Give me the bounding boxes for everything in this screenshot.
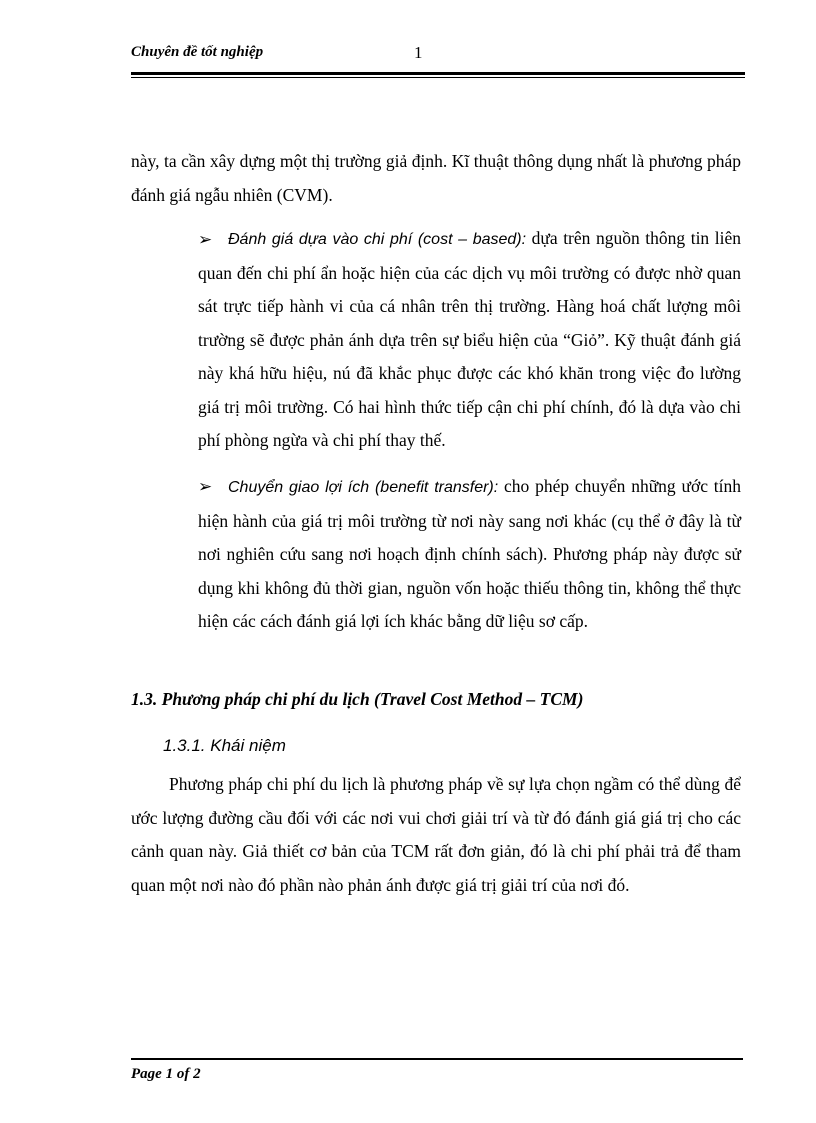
bullet-arrow-icon: ➢ bbox=[198, 230, 213, 249]
bullet-paragraph-cost-based bbox=[198, 222, 741, 458]
subsection-heading: 1.3.1. Khái niệm bbox=[163, 736, 286, 755]
header-title: Chuyên đề tốt nghiệp bbox=[131, 44, 264, 60]
header-page-number: 1 bbox=[414, 43, 423, 62]
final-paragraph: Phương pháp chi phí du lịch là phương pháp về sự lựa chọn ngầm có thể dùng để ước lượng đường cầu đối với các nơi vui chơi giải trí và từ đó đánh giá giá trị cho các cảnh quan này. Giả thiết cơ bản của TCM rất đơn giản, đó là chi phí phải trả để tham quan một nơi nào đó phần nào phản ánh được giá trị giải trí của nơi đó. bbox=[131, 774, 741, 895]
footer-page-label: Page 1 of 2 bbox=[131, 1066, 201, 1082]
header-rule-thick bbox=[131, 72, 745, 75]
intro-paragraph: này, ta cần xây dựng một thị trường giả định. Kĩ thuật thông dụng nhất là phương pháp đánh giá ngẫu nhiên (CVM). bbox=[131, 151, 741, 205]
bullet-lead-benefit-transfer: Chuyển giao lợi ích (benefit transfer): bbox=[228, 479, 499, 496]
bullet-arrow-icon: ➢ bbox=[198, 477, 213, 496]
bullet-lead-cost-based: Đánh giá dựa vào chi phí (cost – based): bbox=[228, 231, 527, 248]
bullet-paragraph-benefit-transfer bbox=[198, 470, 741, 639]
footer-rule bbox=[131, 1058, 743, 1060]
header-rule-thin bbox=[131, 77, 745, 78]
bullet-text-benefit-transfer: cho phép chuyển những ước tính hiện hành của giá trị môi trường từ nơi này sang nơi khác (cụ thể ở đây là từ nơi nghiên cứu sang nơi hoạch định chính sách). Phương pháp này được sử dụng khi không đủ thời gian, nguồn vốn hoặc thiếu thông tin, không thể thực hiện các cách đánh giá lợi ích khác bằng dữ liệu sơ cấp. bbox=[198, 476, 741, 631]
bullet-text-cost-based: dựa trên nguồn thông tin liên quan đến chi phí ẩn hoặc hiện của các dịch vụ môi trường có được nhờ quan sát trực tiếp hành vi của cá nhân trên thị trường. Hàng hoá chất lượng môi trường sẽ được phản ánh dựa trên sự biểu hiện của “Giỏ”. Kỹ thuật đánh giá này khá hữu hiệu, nú đã khắc phục được các khó khăn trong việc đo lường giá trị môi trường. Có hai hình thức tiếp cận chi phí chính, đó là dựa vào chi phí phòng ngừa và chi phí thay thế. bbox=[198, 228, 741, 450]
page-header bbox=[131, 40, 745, 64]
section-heading: 1.3. Phương pháp chi phí du lịch (Travel Cost Method – TCM) bbox=[131, 689, 584, 709]
